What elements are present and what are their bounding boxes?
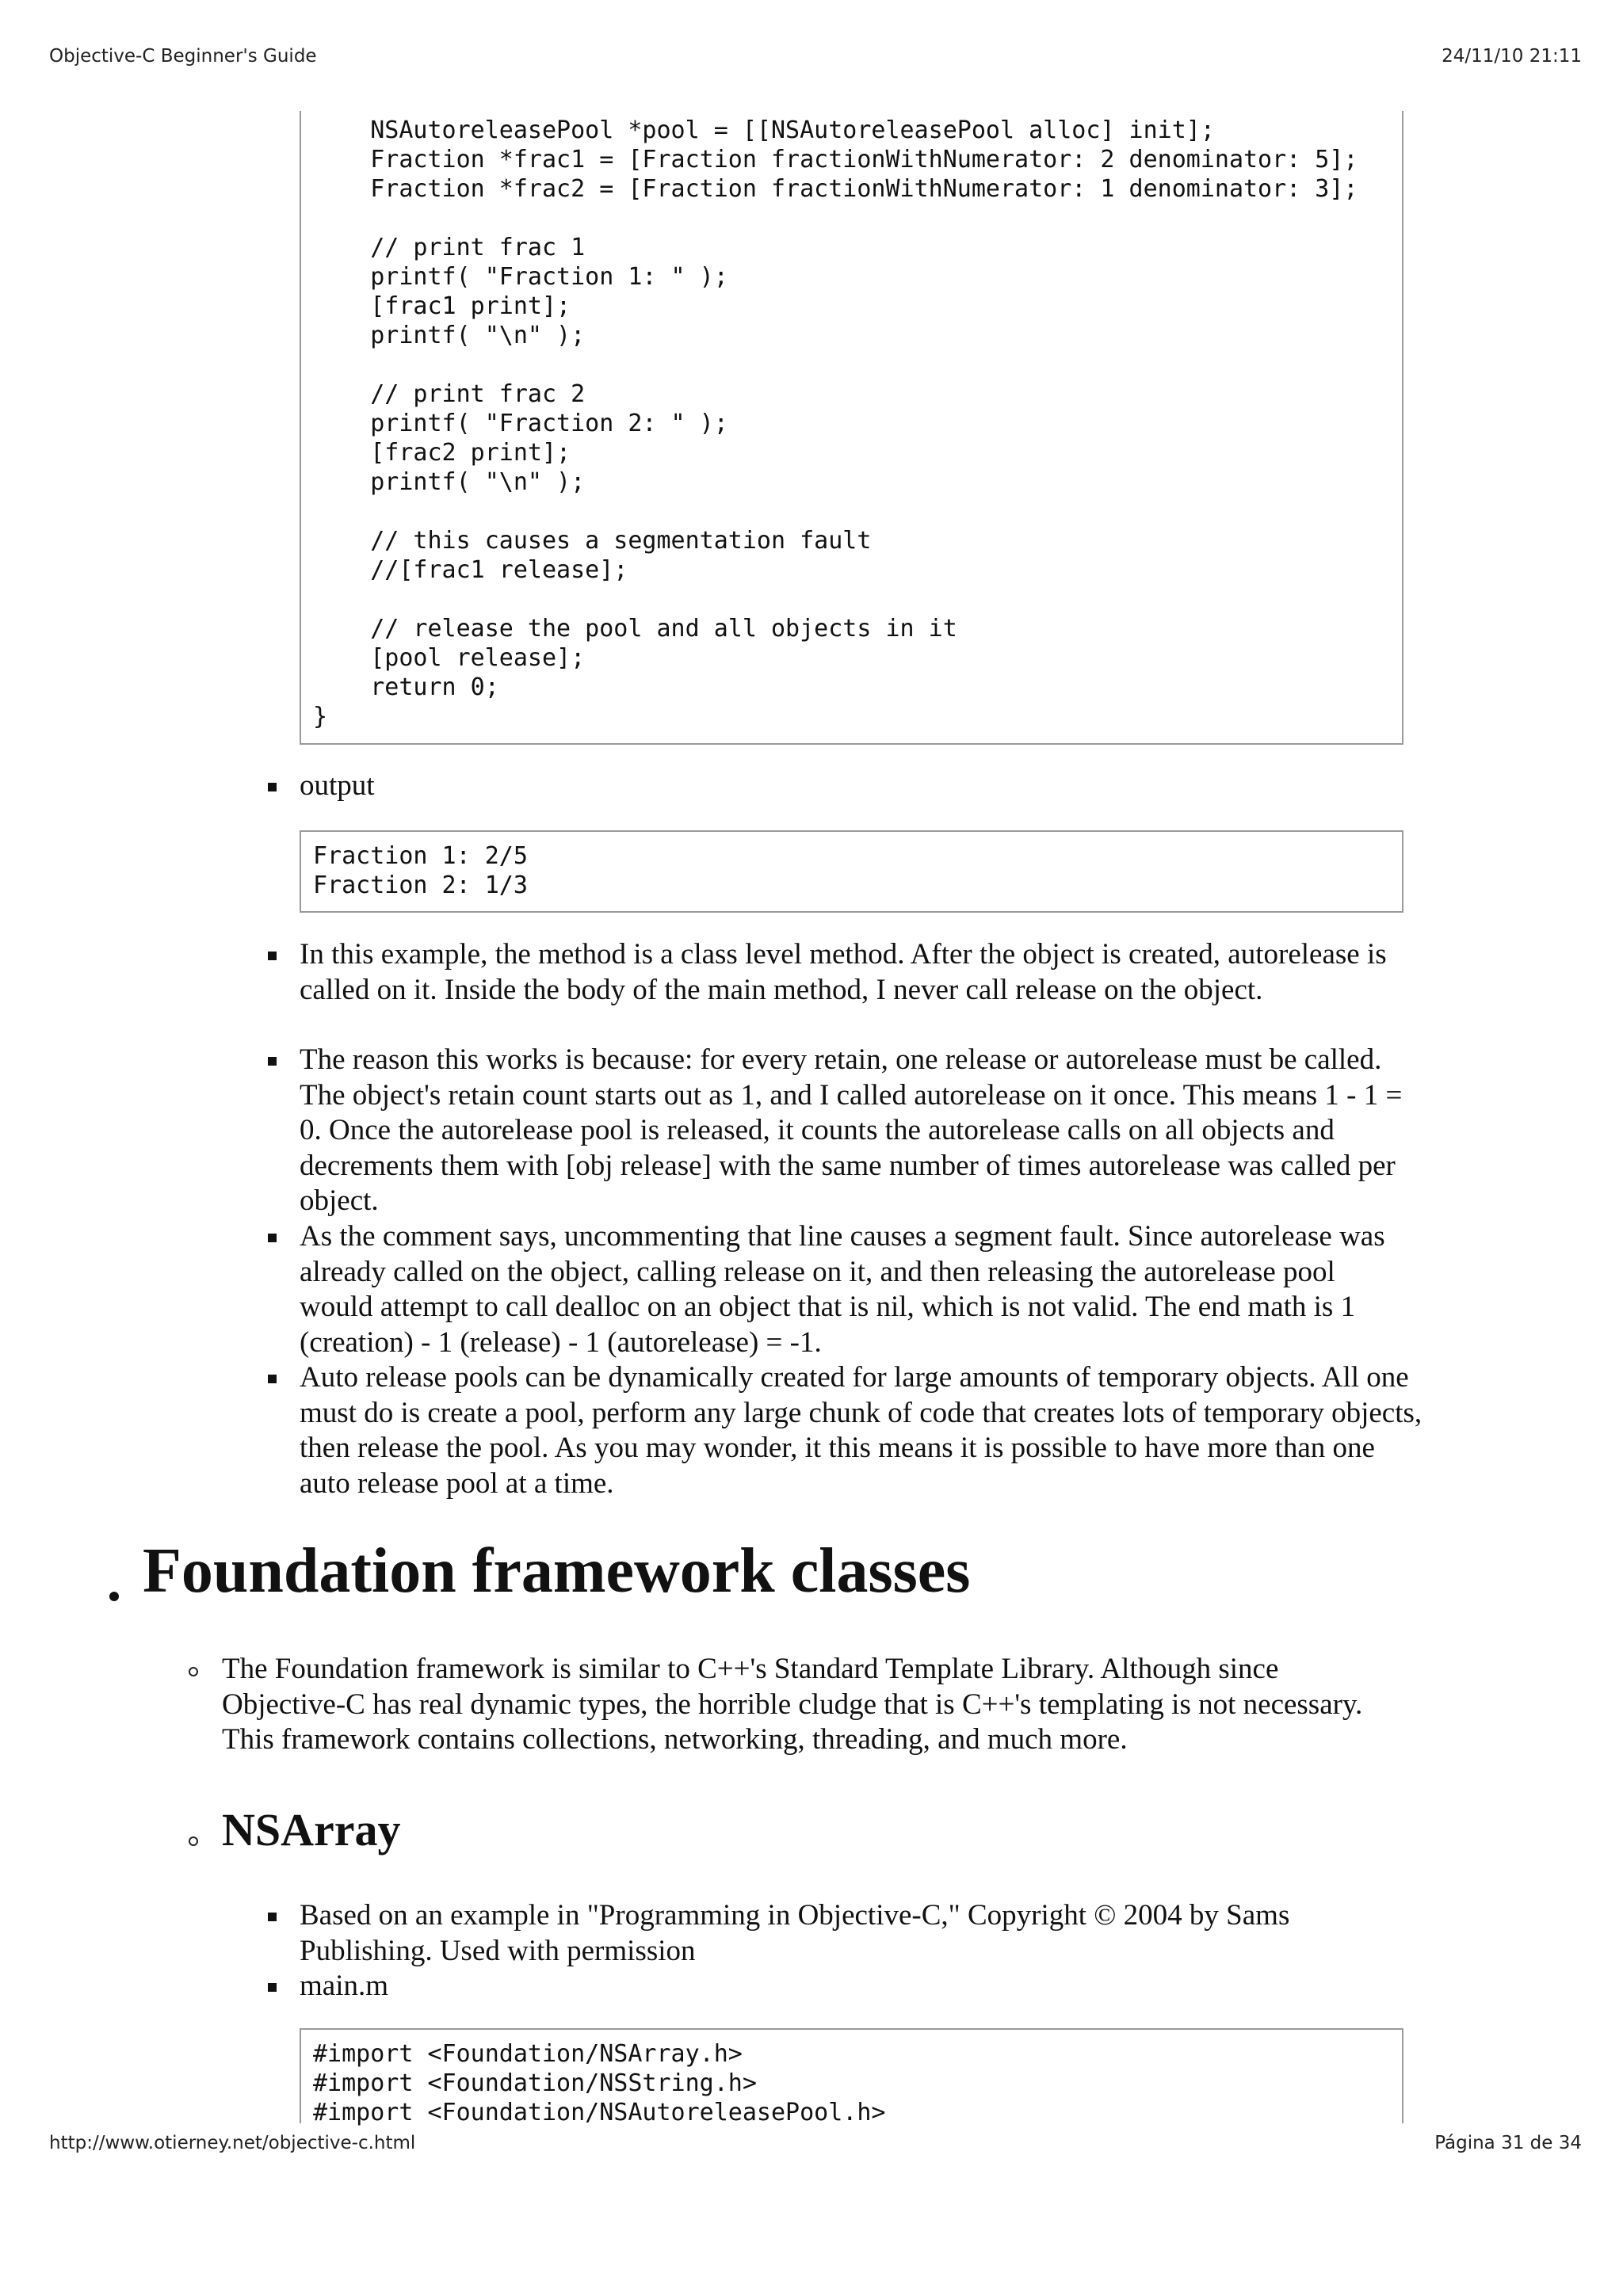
- section-heading: Foundation framework classes: [143, 1536, 971, 1606]
- code-line: Fraction 1: 2/5: [313, 842, 528, 870]
- header-datetime: 24/11/10 21:11: [1442, 46, 1582, 67]
- square-bullet-icon: [268, 1057, 277, 1066]
- code-line: printf( "Fraction 2: " );: [313, 410, 728, 437]
- explanation-bullet: Auto release pools can be dynamically created for large amounts of temporary objects. All one must do is create a pool, perform any large chunk of code that creates lots of temporary objects, then release the pool. As you may wonder, it this means it is possible to have more than one auto release pool at a time.: [300, 1361, 1423, 1500]
- code-line: }: [313, 703, 328, 730]
- footer-url: http://www.otierney.net/objective-c.html: [49, 2133, 416, 2153]
- code-line: printf( "\n" );: [313, 322, 586, 349]
- code-line: Fraction *frac1 = [Fraction fractionWithNumerator: 2 denominator: 5];: [313, 146, 1358, 174]
- foundation-intro: The Foundation framework is similar to C++'s Standard Template Library. Although since Objective-C has real dynamic types, the horrible cludge that is C++'s templating is not necessary. This framework contains collections, networking, threading, and much more.: [222, 1653, 1363, 1756]
- code-line: return 0;: [313, 673, 499, 701]
- code-line: NSAutoreleasePool *pool = [[NSAutoreleasePool alloc] init];: [313, 116, 1215, 144]
- code-line: printf( "\n" );: [313, 468, 586, 496]
- code-line: [frac2 print];: [313, 439, 571, 467]
- code-line: // this causes a segmentation fault: [313, 527, 872, 555]
- explanation-bullet: As the comment says, uncommenting that line causes a segment fault. Since autorelease was already called on the object, calling release on it, and then releasing the autorelease pool would attempt to call dealloc on an object that is nil, which is not valid. The end math is 1 (creation) - 1 (release) - 1 (autorelease) = -1.: [300, 1220, 1385, 1359]
- code-line: [pool release];: [313, 644, 586, 672]
- square-bullet-icon: [268, 1234, 277, 1242]
- code-block-imports: [300, 2028, 1403, 2126]
- disc-bullet-icon: [109, 1592, 119, 1601]
- code-line: #import <Foundation/NSString.h>: [313, 2069, 757, 2097]
- nsarray-bullet: main.m: [300, 1970, 389, 2002]
- circle-bullet-icon: [189, 1667, 198, 1676]
- code-line: Fraction 2: 1/3: [313, 871, 528, 899]
- square-bullet-icon: [268, 952, 277, 960]
- code-line: //[frac1 release];: [313, 556, 628, 584]
- explanation-bullet: In this example, the method is a class level method. After the object is created, autorelease is called on it. Inside the body of the main method, I never call release on the object.: [300, 938, 1387, 1006]
- code-line: #import <Foundation/NSArray.h>: [313, 2040, 743, 2068]
- header-doc-title: Objective-C Beginner's Guide: [49, 46, 317, 67]
- code-line: Fraction *frac2 = [Fraction fractionWithNumerator: 1 denominator: 3];: [313, 175, 1358, 203]
- code-block-main-tail: [300, 111, 1403, 745]
- code-block-output: [300, 830, 1403, 913]
- explanation-bullet: The reason this works is because: for every retain, one release or autorelease must be called. The object's retain count starts out as 1, and I called autorelease on it once. This means 1 - 1 = 0. Once the autorelease pool is released, it counts the autorelease calls on all objects and decrements them with [obj release] with the same number of times autorelease was called per object.: [300, 1043, 1403, 1217]
- code-line: // release the pool and all objects in it: [313, 615, 957, 643]
- circle-bullet-icon: [189, 1836, 198, 1846]
- nsarray-bullet: Based on an example in "Programming in Objective-C," Copyright © 2004 by Sams Publishing. Used with permission: [300, 1899, 1290, 1967]
- square-bullet-icon: [268, 1913, 277, 1921]
- output-label: output: [300, 769, 375, 802]
- subsection-heading: NSArray: [222, 1804, 401, 1855]
- code-line: printf( "Fraction 1: " );: [313, 263, 728, 291]
- code-line: // print frac 1: [313, 234, 586, 261]
- footer-page-number: Página 31 de 34: [1434, 2133, 1582, 2153]
- code-line: #import <Foundation/NSAutoreleasePool.h>: [313, 2099, 886, 2126]
- square-bullet-icon: [268, 1983, 277, 1992]
- square-bullet-icon: [268, 783, 277, 791]
- code-line: [frac1 print];: [313, 292, 571, 320]
- code-line: // print frac 2: [313, 380, 586, 408]
- square-bullet-icon: [268, 1375, 277, 1383]
